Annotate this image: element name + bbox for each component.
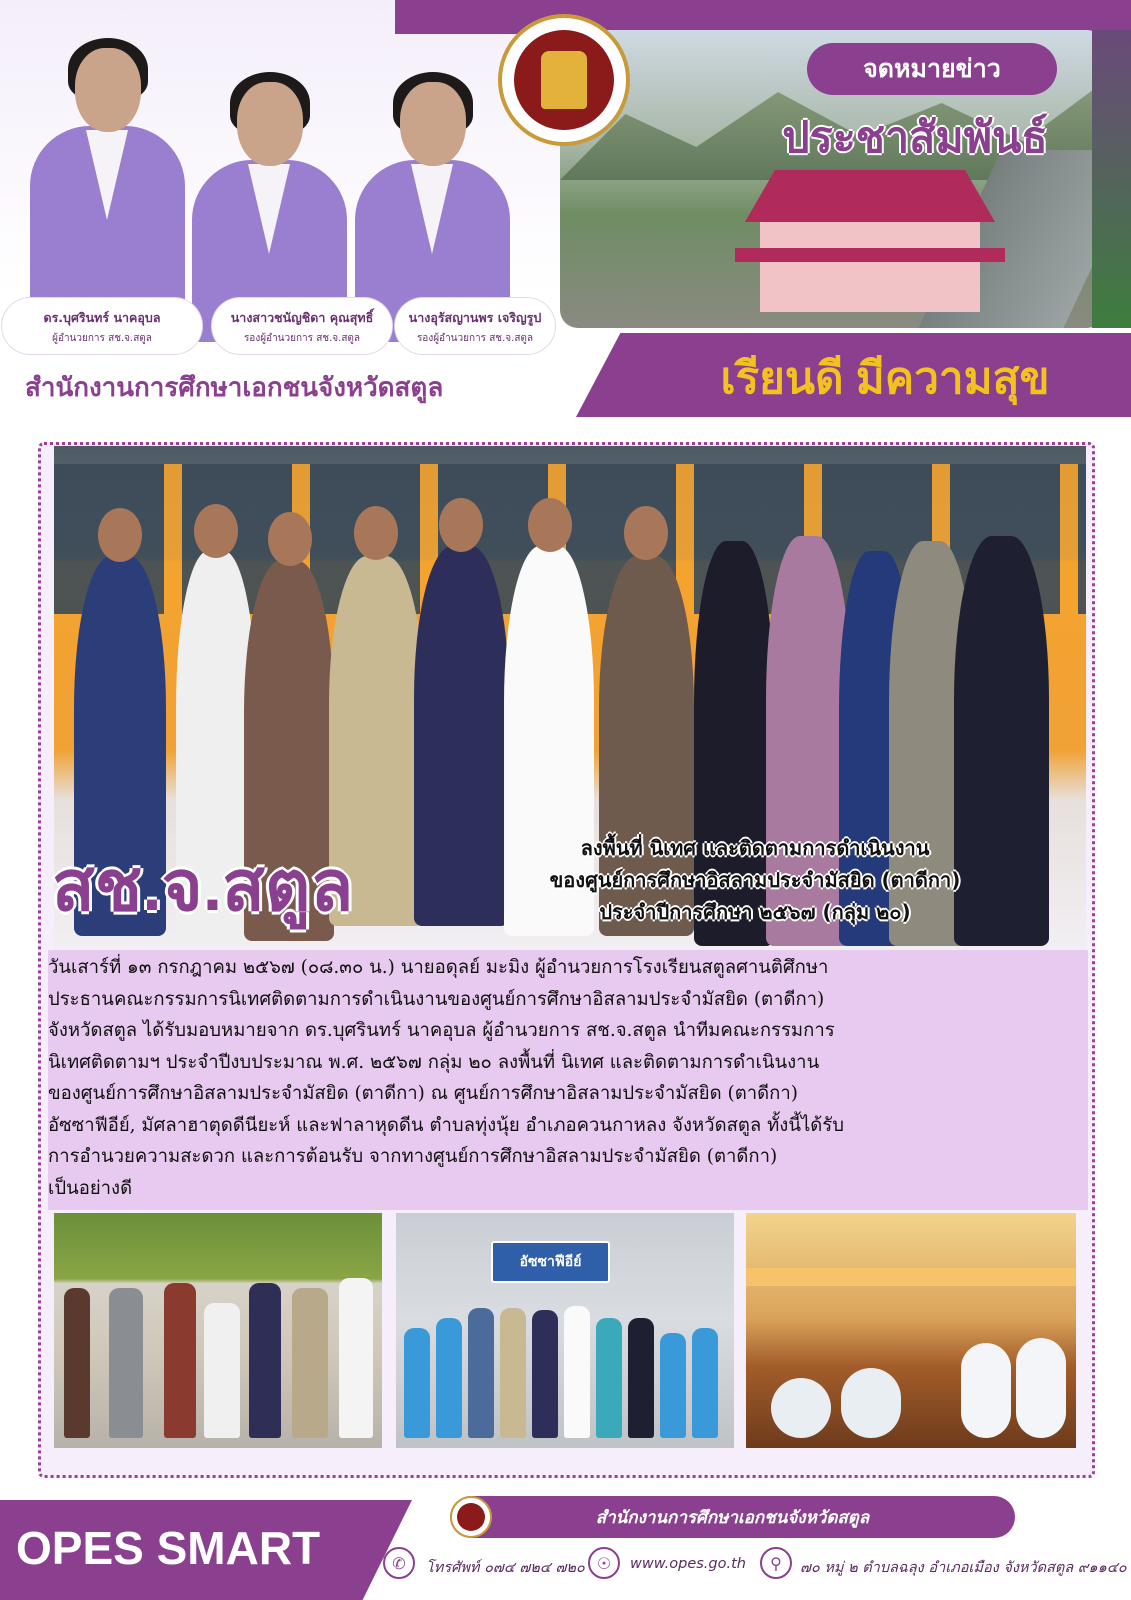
executive-name: นางสาวชนัญชิดา คุณสุทธิ์: [230, 310, 374, 325]
footer-address: ๗๐ หมู่ ๒ ตำบลฉลุง อำเภอเมือง จังหวัดสตูล ๙๑๑๔๐: [800, 1560, 1127, 1576]
executive-caption-1: [2, 298, 202, 354]
person-head: [528, 498, 572, 552]
person: [660, 1333, 686, 1438]
footer-brand: OPES SMART: [16, 1522, 321, 1574]
executive-portrait-1: [20, 18, 190, 308]
footer-website[interactable]: www.opes.go.th: [630, 1556, 746, 1572]
person-head: [194, 504, 238, 558]
slogan: เรียนดี มีความสุข: [720, 354, 1050, 403]
header-top-band: [395, 0, 1131, 34]
executive-position: ผู้อำนวยการ สช.จ.สตูล: [52, 333, 152, 344]
person: [1016, 1338, 1066, 1438]
headline-line: ของศูนย์การศึกษาอิสลามประจำมัสยิด (ตาดีกา): [549, 868, 961, 892]
footer-phone: โทรศัพท์ ๐๗๔ ๗๒๔ ๗๒๐: [426, 1560, 585, 1576]
person: [468, 1308, 494, 1438]
person-head: [98, 508, 142, 562]
gallery-photo-2: [396, 1213, 734, 1448]
center-sign: อัซซาฟีอีย์: [491, 1241, 610, 1283]
person: [564, 1306, 590, 1438]
body-line: นิเทศติดตามฯ ประจำปีงบประมาณ พ.ศ. ๒๕๖๗ กลุ่ม ๒๐ ลงพื้นที่ นิเทศ และติดตามการดำเนินงาน: [48, 1051, 820, 1073]
person: [204, 1303, 240, 1438]
building-roof: [745, 170, 995, 222]
newsletter-title: ประชาสัมพันธ์: [782, 114, 1048, 162]
location-icon: ⚲: [760, 1547, 792, 1579]
person-head: [268, 512, 312, 566]
body-line: จังหวัดสตูล ได้รับมอบหมายจาก ดร.บุศรินทร์ นาคอุบล ผู้อำนวยการ สช.จ.สตูล นำทีมคณะกรรมการ: [48, 1020, 835, 1041]
person: [596, 1318, 622, 1438]
person: [249, 1283, 281, 1438]
person: [292, 1288, 328, 1438]
phone-icon: ✆: [383, 1547, 415, 1579]
newsletter-label: จดหมายข่าว: [807, 43, 1057, 95]
person: [64, 1288, 90, 1438]
executive-caption-3: [395, 298, 555, 354]
footer-org-name: สำนักงานการศึกษาเอกชนจังหวัดสตูล: [595, 1507, 870, 1528]
person: [532, 1310, 558, 1438]
body-line: ประธานคณะกรรมการนิเทศติดตามการดำเนินงานของศูนย์การศึกษาอิสลามประจำมัสยิด (ตาดีกา): [48, 988, 825, 1010]
gallery-photo-1: [54, 1213, 382, 1448]
article-headline: [440, 832, 1070, 928]
body-line: การอำนวยความสะดวก และการต้อนรับ จากทางศูนย์การศึกษาอิสลามประจำมัสยิด (ตาดีกา): [48, 1146, 778, 1167]
headline-line: ลงพื้นที่ นิเทศ และติดตามการดำเนินงาน: [580, 836, 930, 860]
seal-inner: [514, 30, 614, 130]
footer-seal-logo: [450, 1496, 492, 1538]
person-head: [624, 506, 668, 560]
person: [339, 1278, 373, 1438]
executive-caption-2: [212, 298, 392, 354]
gallery-photo-3: [746, 1213, 1076, 1448]
headline-line: ประจำปีการศึกษา ๒๕๖๗ (กลุ่ม ๒๐): [599, 900, 911, 924]
executive-position: รองผู้อำนวยการ สช.จ.สตูล: [416, 333, 534, 344]
person-head: [439, 498, 483, 552]
article-body: [48, 952, 1088, 1204]
globe-icon: ☉: [588, 1547, 620, 1579]
face: [400, 82, 466, 166]
face: [75, 48, 141, 132]
brand-title: สช.จ.สตูล: [52, 847, 354, 925]
seal-inner: [457, 1503, 485, 1531]
executive-name: นางอุรัสญานพร เจริญรูป: [408, 310, 542, 325]
seal-emblem: [541, 51, 587, 109]
person: [404, 1328, 430, 1438]
person: [961, 1343, 1011, 1438]
footer-org-pill: [450, 1496, 1015, 1538]
face: [237, 82, 303, 166]
org-name: สำนักงานการศึกษาเอกชนจังหวัดสตูล: [25, 372, 444, 402]
person: [692, 1328, 718, 1438]
person: [841, 1368, 901, 1438]
body-line: อัซซาฟีอีย์, มัศลาฮาตุดดีนียะห์ และฟาลาหุดดีน ตำบลทุ่งนุ้ย อำเภอควนกาหลง จังหวัดสตูล ทั้งนี้ได้รับ: [48, 1114, 844, 1136]
body-line: วันเสาร์ที่ ๑๓ กรกฎาคม ๒๕๖๗ (๐๘.๓๐ น.) นายอดุลย์ มะมิง ผู้อำนวยการโรงเรียนสตูลศานติศึกษา: [48, 957, 829, 978]
seal-logo: [498, 14, 630, 146]
person-head: [354, 506, 398, 560]
body-line: ของศูนย์การศึกษาอิสลามประจำมัสยิด (ตาดีกา) ณ ศูนย์การศึกษาอิสลามประจำมัสยิด (ตาดีกา): [48, 1083, 798, 1104]
person: [436, 1318, 462, 1438]
person: [109, 1288, 143, 1438]
body-line: เป็นอย่างดี: [48, 1177, 133, 1199]
executive-position: รองผู้อำนวยการ สช.จ.สตูล: [243, 333, 361, 344]
header-side-stripe: [1092, 30, 1131, 328]
person: [771, 1378, 831, 1438]
person: [500, 1308, 526, 1438]
building-eave: [735, 248, 1005, 262]
person: [628, 1318, 654, 1438]
balustrade: [746, 1268, 1076, 1286]
person: [164, 1283, 196, 1438]
building-body: [760, 222, 980, 312]
executive-name: ดร.บุศรินทร์ นาคอุบล: [43, 310, 161, 325]
